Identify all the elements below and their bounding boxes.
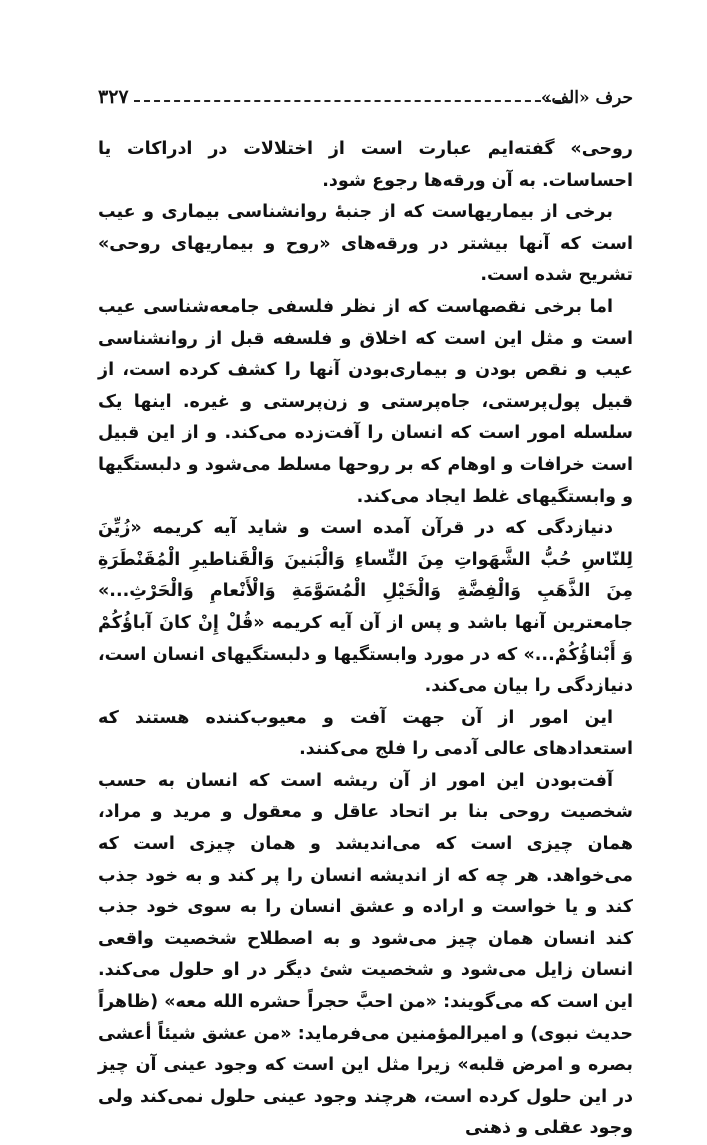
header-rule	[134, 100, 571, 102]
paragraph: اما برخی نقصهاست که از نظر فلسفی جامعه‌شناسی عیب است و مثل این است که اخلاق و فلسفه قبل از روانشناسی عیب و نقص بودن و بیماری‌بودن آنها را کشف کرده است، از قبیل پول‌پرستی، جاه‌پرستی و زن‌پرستی و غیره. اینها یک سلسله امور است که انسان را آفت‌زده می‌کند. و از این قبیل است خرافات و اوهام که بر روحها مسلط می‌شود و دلبستگیها و وابستگیهای غلط ایجاد می‌کند.	[98, 296, 633, 507]
page-number: ۳۲۷	[98, 86, 129, 108]
running-header	[98, 86, 633, 114]
paragraph: دنیازدگی که در قرآن آمده است و شاید آیه کریمه «زُيِّنَ لِلنّاسِ حُبُّ الشَّهَواتِ مِنَ النِّساءِ وَالْبَنينَ وَالْقَناطيرِ الْمُقَنْطَرَةِ مِنَ الذَّهَبِ وَالْفِضَّةِ وَالْخَيْلِ الْمُسَوَّمَةِ وَالْأَنْعامِ وَالْحَرْثِ...» جامعترین آنها باشد و پس از آن آیه کریمه «قُلْ إِنْ كانَ آباؤُكُمْ وَ أَبْناؤُكُمْ...» که در مورد وابستگیها و دلبستگیهای انسان است، دنیازدگی را بیان می‌کند.	[98, 518, 633, 697]
body-text	[98, 134, 633, 1145]
paragraph: روحی» گفته‌ایم عبارت است از اختلالات در ادراکات یا احساسات. به آن ورقه‌ها رجوع شود.	[98, 139, 633, 191]
paragraph: آفت‌بودن این امور از آن ریشه است که انسان به حسب شخصیت روحی بنا بر اتحاد عاقل و معقول و مرید و مراد، همان چیزی است که می‌اندیشد و همان چیزی است که می‌خواهد. هر چه که از اندیشه انسان را پر کند و به خود جذب کند و یا خواست و اراده و عشق انسان را به سوی خود جذب کند انسان همان چیز می‌شود و به اصطلاح شخصیت واقعی انسان زایل می‌شود و شخصیت شئ دیگر در او حلول می‌کند. این است که می‌گویند: «من احبَّ حجراً حشره الله معه» (ظاهراً حدیث نبوی) و امیرالمؤمنین می‌فرماید: «من عشق شیئاً أعشی بصره و امرض قلبه» زیرا مثل این است که وجود عینی آن چیز در این حلول کرده است، هرچند وجود عینی حلول نمی‌کند ولی وجود عقلی و ذهنی	[98, 770, 633, 1139]
paragraph: این امور از آن جهت آفت و معیوب‌کننده هستند که استعدادهای عالی آدمی را فلج می‌کنند.	[98, 707, 633, 760]
section-title: حرف «الف»	[540, 88, 633, 108]
paragraph: برخی از بیماریهاست که از جنبهٔ روانشناسی بیماری و عیب است که آنها بیشتر در ورقه‌های «روح و بیماریهای روحی» تشریح شده است.	[98, 202, 633, 286]
